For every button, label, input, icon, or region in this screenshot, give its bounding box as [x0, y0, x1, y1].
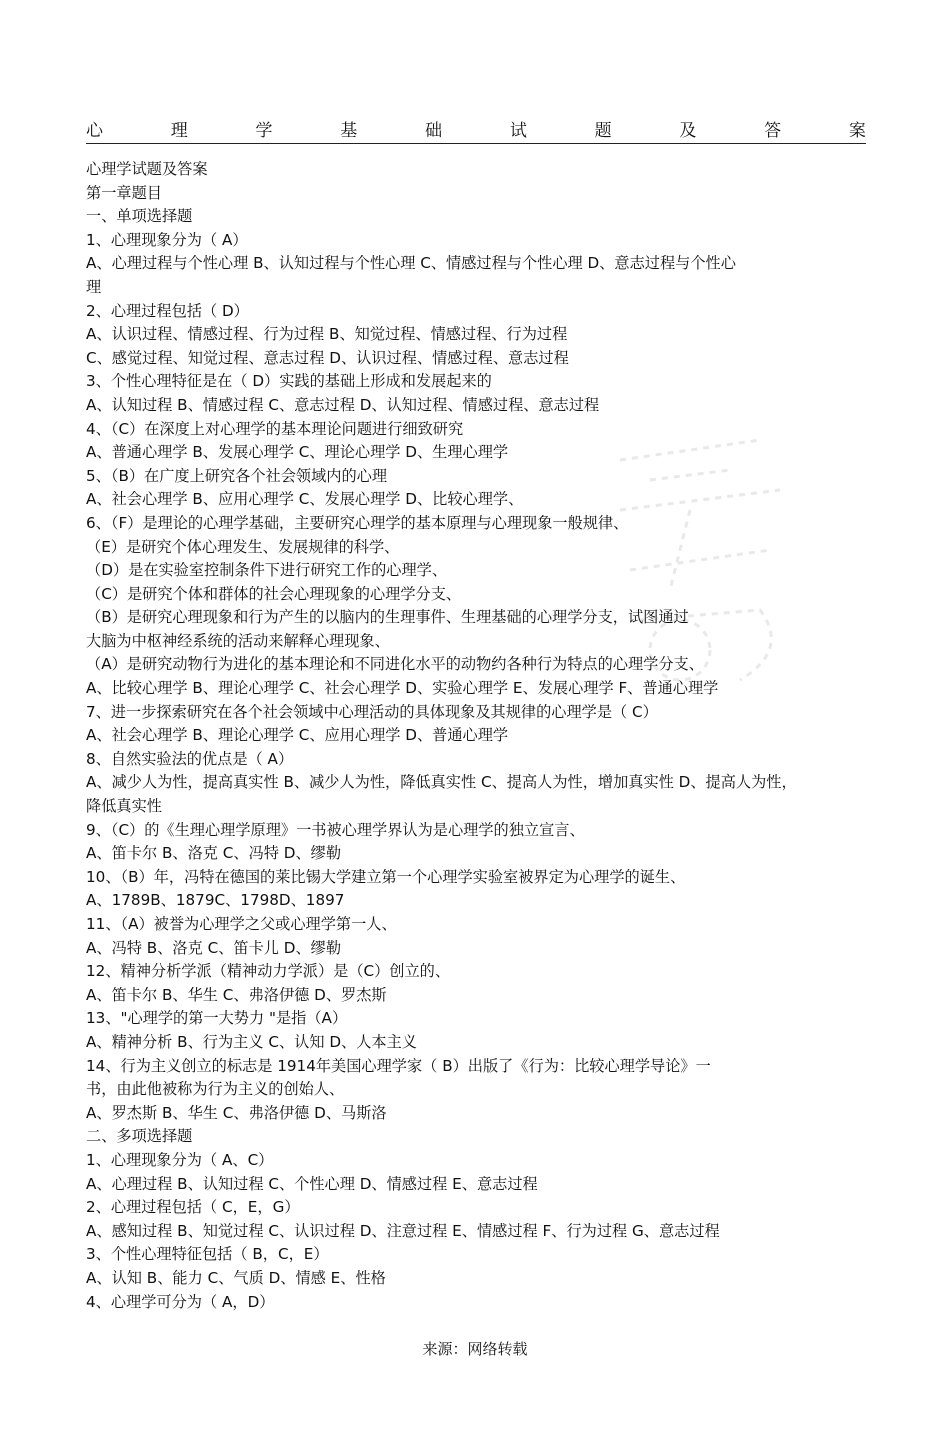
- text-line: A、笛卡尔 B、洛克 C、冯特 D、缪勒: [86, 844, 342, 863]
- text-line: 2、心理过程包括（ D）: [86, 301, 249, 320]
- text-line: A、精神分析 B、行为主义 C、认知 D、人本主义: [86, 1032, 417, 1051]
- header-title-char: 及: [679, 121, 697, 141]
- text-line: A、社会心理学 B、应用心理学 C、发展心理学 D、比较心理学、: [86, 490, 524, 509]
- text-line: 9、（C）的《生理心理学原理》一书被心理学界认为是心理学的独立宣言、: [86, 820, 585, 839]
- text-line: 13、"心理学的第一大势力 "是指（A）: [86, 1009, 348, 1028]
- text-line: 6、（F）是理论的心理学基础，主要研究心理学的基本原理与心理现象一般规律、: [86, 513, 629, 532]
- header-title-char: 试: [509, 121, 527, 141]
- page-header-title: [86, 116, 866, 141]
- text-line: 1、心理现象分为（ A）: [86, 230, 248, 249]
- text-line: A、笛卡尔 B、华生 C、弗洛伊德 D、罗杰斯: [86, 985, 387, 1004]
- text-line: 4、心理学可分为（ A，D）: [86, 1292, 275, 1311]
- text-line: A、心理过程与个性心理 B、认知过程与个性心理 C、情感过程与个性心理 D、意志过程与个性心: [86, 254, 736, 273]
- text-line: A、社会心理学 B、理论心理学 C、应用心理学 D、普通心理学: [86, 726, 509, 745]
- text-line: 大脑为中枢神经系统的活动来解释心理现象、: [86, 631, 390, 650]
- header-title-char: 心: [86, 121, 103, 141]
- text-line: 心理学试题及答案: [86, 160, 208, 178]
- text-line: A、认知过程 B、情感过程 C、意志过程 D、认知过程、情感过程、意志过程: [86, 395, 600, 414]
- text-line: A、减少人为性，提高真实性 B、减少人为性，降低真实性 C、提高人为性，增加真实性 D、提高人为性，: [86, 773, 797, 792]
- text-line: （E）是研究个体心理发生、发展规律的科学、: [86, 537, 400, 556]
- header-title-char: 案: [848, 121, 866, 141]
- header-divider: [86, 143, 866, 144]
- text-line: 3、个性心理特征是在（ D）实践的基础上形成和发展起来的: [86, 372, 492, 391]
- header-title-char: 理: [170, 121, 188, 141]
- text-line: 10、（B）年，冯特在德国的莱比锡大学建立第一个心理学实验室被界定为心理学的诞生、: [86, 867, 686, 886]
- page-footer-source: 来源：网络转载: [422, 1340, 528, 1358]
- text-line: A、比较心理学 B、理论心理学 C、社会心理学 D、实验心理学 E、发展心理学 F、普通心理学: [86, 679, 719, 698]
- text-line: A、认识过程、情感过程、行为过程 B、知觉过程、情感过程、行为过程: [86, 325, 568, 344]
- text-line: 2、心理过程包括（ C，E，G）: [86, 1198, 300, 1217]
- document-body: [86, 158, 871, 1314]
- header-title-char: 答: [764, 121, 782, 141]
- text-line: （D）是在实验室控制条件下进行研究工作的心理学、: [86, 561, 448, 580]
- text-line: 8、自然实验法的优点是（ A）: [86, 749, 294, 768]
- text-line: 1、心理现象分为（ A、C）: [86, 1150, 274, 1169]
- text-line: 二、多项选择题: [86, 1127, 193, 1146]
- text-line: A、普通心理学 B、发展心理学 C、理论心理学 D、生理心理学: [86, 443, 509, 462]
- text-line: （A）是研究动物行为进化的基本理论和不同进化水平的动物约各种行为特点的心理学分支、: [86, 655, 704, 674]
- header-title-char: 础: [425, 121, 443, 141]
- text-line: A、冯特 B、洛克 C、笛卡儿 D、缪勒: [86, 938, 342, 957]
- header-title-char: 题: [594, 121, 612, 141]
- text-line: 5、（B）在广度上研究各个社会领域内的心理: [86, 466, 388, 485]
- text-line: （B）是研究心理现象和行为产生的以脑内的生理事件、生理基础的心理学分支，试图通过: [86, 608, 689, 627]
- text-line: 14、行为主义创立的标志是 1914年美国心理学家（ B）出版了《行为：比较心理学导论》一: [86, 1056, 711, 1075]
- text-line: A、认知 B、能力 C、气质 D、情感 E、性格: [86, 1268, 386, 1287]
- text-line: 12、精神分析学派（精神动力学派）是（C）创立的、: [86, 962, 451, 981]
- text-line: （C）是研究个体和群体的社会心理现象的心理学分支、: [86, 584, 462, 603]
- text-line: 7、进一步探索研究在各个社会领域中心理活动的具体现象及其规律的心理学是（ C）: [86, 702, 658, 721]
- text-line: 第一章题目: [86, 183, 162, 202]
- text-line: 11、（A）被誉为心理学之父或心理学第一人、: [86, 915, 397, 933]
- text-line: 3、个性心理特征包括（ B，C，E）: [86, 1245, 329, 1264]
- text-line: A、1789B、1879C、1798D、1897: [86, 891, 345, 910]
- text-line: A、感知过程 B、知觉过程 C、认识过程 D、注意过程 E、情感过程 F、行为过程 G、意志过程: [86, 1221, 720, 1240]
- text-line: 4、（C）在深度上对心理学的基本理论问题进行细致研究: [86, 419, 464, 438]
- header-title-char: 基: [340, 121, 358, 141]
- text-line: 理: [86, 277, 102, 296]
- text-line: 降低真实性: [86, 797, 162, 816]
- text-line: A、罗杰斯 B、华生 C、弗洛伊德 D、马斯洛: [86, 1103, 387, 1122]
- header-title-char: 学: [255, 121, 273, 141]
- text-line: A、心理过程 B、认知过程 C、个性心理 D、情感过程 E、意志过程: [86, 1174, 538, 1193]
- text-line: 书，由此他被称为行为主义的创始人、: [86, 1080, 345, 1099]
- text-line: C、感觉过程、知觉过程、意志过程 D、认识过程、情感过程、意志过程: [86, 348, 569, 367]
- text-line: 一、单项选择题: [86, 207, 193, 226]
